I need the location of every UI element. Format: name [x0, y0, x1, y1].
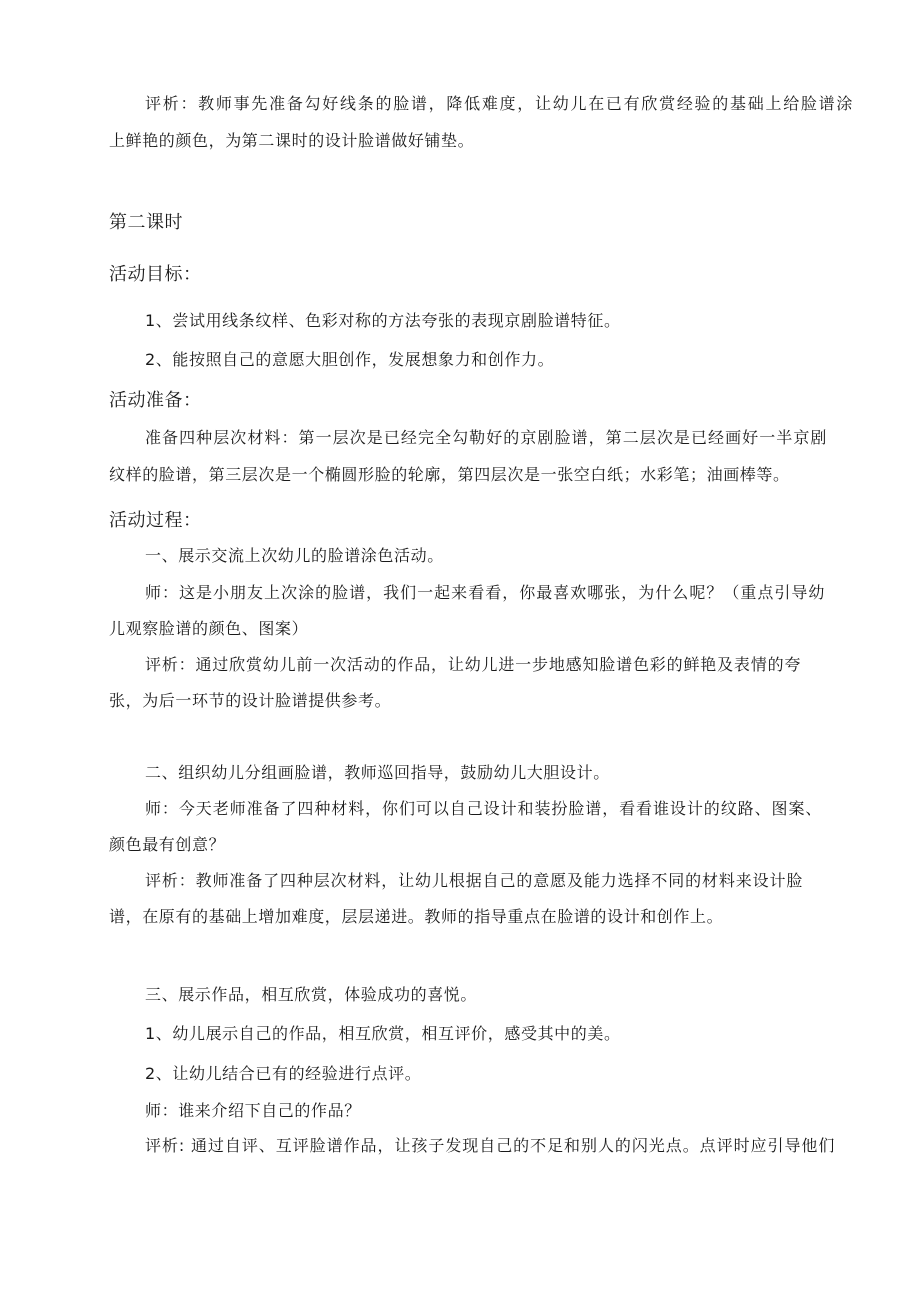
- prep-line2: 纹样的脸谱，第三层次是一个椭圆形脸的轮廓，第四层次是一张空白纸；水彩笔；油画棒等。: [109, 465, 790, 484]
- goal-item-2: 2、能按照自己的意愿大胆创作，发展想象力和创作力。: [145, 350, 555, 369]
- step1-teacher-line1: 师：这是小朋友上次涂的脸谱，我们一起来看看，你最喜欢哪张，为什么呢？（重点引导幼: [145, 583, 825, 602]
- prep-heading: 活动准备：: [109, 390, 202, 411]
- step3-title: 三、展示作品，相互欣赏，体验成功的喜悦。: [145, 985, 478, 1004]
- step1-analysis-line2: 张，为后一环节的设计脸谱提供参考。: [109, 691, 392, 710]
- step2-teacher-line2: 颜色最有创意？: [109, 835, 226, 854]
- lesson1-analysis-line1: 评析：教师事先准备勾好线条的脸谱，降低难度，让幼儿在已有欣赏经验的基础上给脸谱涂: [145, 94, 853, 113]
- step2-title: 二、组织幼儿分组画脸谱，教师巡回指导，鼓励幼儿大胆设计。: [145, 763, 610, 782]
- goals-heading: 活动目标：: [109, 264, 202, 285]
- step3-analysis-line1: 评析: 通过自评、互评脸谱作品，让孩子发现自己的不足和别人的闪光点。点评时应引导他们: [145, 1136, 835, 1155]
- goal-item-1: 1、尝试用线条纹样、色彩对称的方法夸张的表现京剧脸谱特征。: [145, 311, 621, 330]
- step2-teacher-line1: 师：今天老师准备了四种材料，你们可以自己设计和装扮脸谱，看看谁设计的纹路、图案、: [145, 799, 822, 818]
- step3-item-1: 1、幼儿展示自己的作品，相互欣赏，相互评价，感受其中的美。: [145, 1024, 621, 1043]
- lesson2-title: 第二课时: [109, 212, 183, 233]
- step3-item-2: 2、让幼儿结合已有的经验进行点评。: [145, 1064, 422, 1083]
- step1-teacher-line2: 儿观察脸谱的颜色、图案）: [109, 619, 309, 638]
- lesson1-analysis-line2: 上鲜艳的颜色，为第二课时的设计脸谱做好铺垫。: [109, 131, 475, 150]
- step2-analysis-line2: 谱，在原有的基础上增加难度，层层递进。教师的指导重点在脸谱的设计和创作上。: [109, 907, 724, 926]
- prep-line1: 准备四种层次材料：第一层次是已经完全勾勒好的京剧脸谱，第二层次是已经画好一半京剧: [145, 428, 827, 447]
- step2-analysis-line1: 评析：教师准备了四种层次材料，让幼儿根据自己的意愿及能力选择不同的材料来设计脸: [145, 871, 803, 890]
- process-heading: 活动过程：: [109, 510, 202, 531]
- step1-title: 一、展示交流上次幼儿的脸谱涂色活动。: [145, 546, 444, 565]
- step3-teacher-line1: 师：谁来介绍下自己的作品？: [145, 1101, 361, 1120]
- step1-analysis-line1: 评析：通过欣赏幼儿前一次活动的作品，让幼儿进一步地感知脸谱色彩的鲜艳及表情的夸: [145, 655, 801, 674]
